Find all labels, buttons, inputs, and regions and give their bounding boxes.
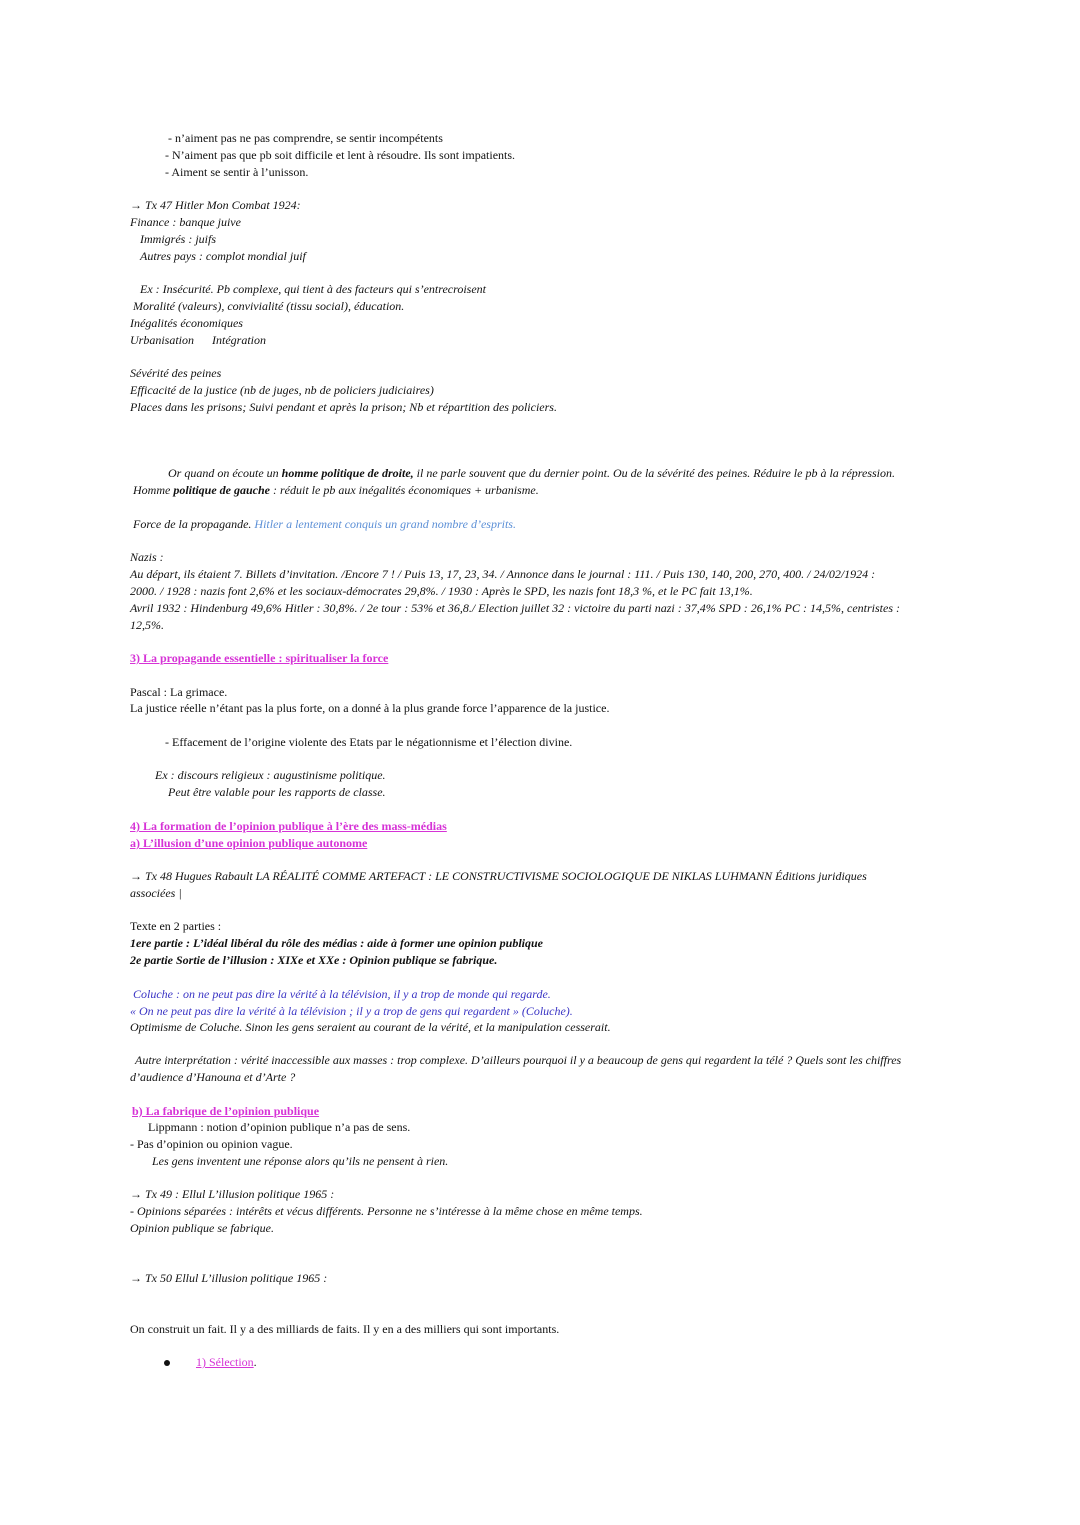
- texte-line: Texte en 2 parties :: [130, 919, 222, 933]
- section-4-heading: 4) La formation de l’opinion publique à l’ère des mass-médias: [130, 819, 447, 833]
- tx47-line: Finance : banque juive: [130, 215, 241, 229]
- optimisme-line: Optimisme de Coluche. Sinon les gens seraient au courant de la vérité, et la manipulation cesserait.: [130, 1020, 611, 1034]
- nazis-title: Nazis :: [130, 550, 164, 564]
- list-item: - N’aiment pas que pb soit difficile et lent à résoudre. Ils sont impatients.: [165, 148, 516, 162]
- ex-line: Ex : discours religieux : augustinisme politique.: [155, 768, 386, 782]
- tx49-title: → Tx 49 : Ellul L’illusion politique 1965 :: [130, 1187, 335, 1201]
- nazis-line: Avril 1932 : Hindenburg 49,6% Hitler : 30,8%. / 2e tour : 53% et 36,8./ Election juillet 32 : victoire du parti nazi : 37,4% SPD : 26,1% PC : 14,5%, centristes :: [130, 601, 900, 615]
- section-3-heading: 3) La propagande essentielle : spiritualiser la force: [130, 651, 389, 665]
- partie-2: 2e partie Sortie de l’illusion : XIXe et XXe : Opinion publique se fabrique.: [130, 953, 498, 967]
- text: : réduit le pb aux inégalités économiques + urbanisme.: [270, 483, 539, 497]
- gauche-paragraph: [133, 482, 539, 498]
- bold-text: homme politique de droite,: [281, 466, 414, 480]
- insecurite-line: Moralité (valeurs), convivialité (tissu social), éducation.: [133, 299, 405, 313]
- selection-item: [196, 1354, 257, 1370]
- fabrique-line: Opinion publique se fabrique.: [130, 1221, 274, 1235]
- peines-line: Places dans les prisons; Suivi pendant et après la prison; Nb et répartition des policiers.: [130, 400, 557, 414]
- justice-line: La justice réelle n’étant pas la plus forte, on a donné à la plus grande force l’apparence de la justice.: [130, 701, 610, 715]
- insecurite-line: Urbanisation Intégration: [130, 333, 267, 347]
- selection-link[interactable]: 1) Sélection: [196, 1355, 254, 1369]
- list-item: - n’aiment pas ne pas comprendre, se sentir incompétents: [168, 131, 443, 145]
- text: Or quand on écoute un: [168, 466, 282, 480]
- text: Force de la propagande.: [133, 517, 255, 531]
- bold-text: politique de gauche: [173, 483, 270, 497]
- section-4a-heading: a) L’illusion d’une opinion publique autonome: [130, 836, 368, 850]
- text: il ne parle souvent que du dernier point. Ou de la sévérité des peines. Réduire le pb à la répression.: [413, 466, 896, 480]
- text: .: [253, 1355, 257, 1369]
- highlighted-text: Hitler a lentement conquis un grand nombre d’esprits.: [254, 517, 516, 531]
- gens-line: Les gens inventent une réponse alors qu’ils ne pensent à rien.: [152, 1154, 449, 1168]
- nazis-line: Au départ, ils étaient 7. Billets d’invitation. /Encore 7 ! / Puis 13, 17, 23, 34. / Annonce dans le journal : 111. / Puis 130, 140, 200, 270, 400. / 24/02/1924 :: [130, 567, 876, 581]
- list-item: - Aiment se sentir à l’unisson.: [165, 165, 309, 179]
- nazis-line: 2000. / 1928 : nazis font 2,6% et les sociaux-démocrates 29,8%. / 1930 : Après le SPD, les nazis font 18,3 %, et le PC fait 13,1%.: [130, 584, 753, 598]
- propagande-line: [133, 516, 516, 532]
- nazis-line: 12,5%.: [130, 618, 164, 632]
- autre-line: d’audience d’Hanouna et d’Arte ?: [130, 1070, 296, 1084]
- autre-line: Autre interprétation : vérité inaccessible aux masses : trop complexe. D’ailleurs pourquoi il y a beaucoup de gens qui regardent la télé ? Quels sont les chiffres: [135, 1053, 902, 1067]
- text: Homme: [133, 483, 174, 497]
- peines-line: Efficacité de la justice (nb de juges, nb de policiers judiciaires): [130, 383, 434, 397]
- pascal-line: Pascal : La grimace.: [130, 685, 228, 699]
- fait-line: On construit un fait. Il y a des milliards de faits. Il y en a des milliers qui sont importants.: [130, 1322, 560, 1336]
- peines-line: Sévérité des peines: [130, 366, 222, 380]
- tx50-title: → Tx 50 Ellul L’illusion politique 1965 :: [130, 1271, 328, 1285]
- tx47-title: → Tx 47 Hitler Mon Combat 1924:: [130, 198, 301, 212]
- coluche-line: Coluche : on ne peut pas dire la vérité à la télévision, il y a trop de monde qui regarde.: [133, 987, 551, 1001]
- tx47-line: Autres pays : complot mondial juif: [140, 249, 306, 263]
- tx48-line: → Tx 48 Hugues Rabault LA RÉALITÉ COMME ARTEFACT : LE CONSTRUCTIVISME SOCIOLOGIQUE DE NIKLAS LUHMANN Éditions juridiques: [130, 869, 867, 883]
- coluche-quote: « On ne peut pas dire la vérité à la télévision ; il y a trop de gens qui regardent » (Coluche).: [130, 1004, 573, 1018]
- insecurite-line: Ex : Insécurité. Pb complexe, qui tient à des facteurs qui s’entrecroisent: [140, 282, 487, 296]
- tx48-line: associées |: [130, 886, 182, 900]
- pas-opinion-line: - Pas d’opinion ou opinion vague.: [130, 1137, 293, 1151]
- partie-1: 1ere partie : L’idéal libéral du rôle des médias : aide à former une opinion publique: [130, 936, 543, 950]
- droite-paragraph: [168, 465, 895, 481]
- effacement-line: - Effacement de l’origine violente des Etats par le négationnisme et l’élection divine.: [165, 735, 573, 749]
- tx47-line: Immigrés : juifs: [140, 232, 216, 246]
- opinions-line: - Opinions séparées : intérêts et vécus différents. Personne ne s’intéresse à la même chose en même temps.: [130, 1204, 643, 1218]
- insecurite-line: Inégalités économiques: [130, 316, 243, 330]
- classe-line: Peut être valable pour les rapports de classe.: [168, 785, 386, 799]
- lippmann-line: Lippmann : notion d’opinion publique n’a pas de sens.: [148, 1120, 411, 1134]
- bullet-icon: [164, 1360, 170, 1366]
- section-4b-heading: b) La fabrique de l’opinion publique: [132, 1104, 320, 1118]
